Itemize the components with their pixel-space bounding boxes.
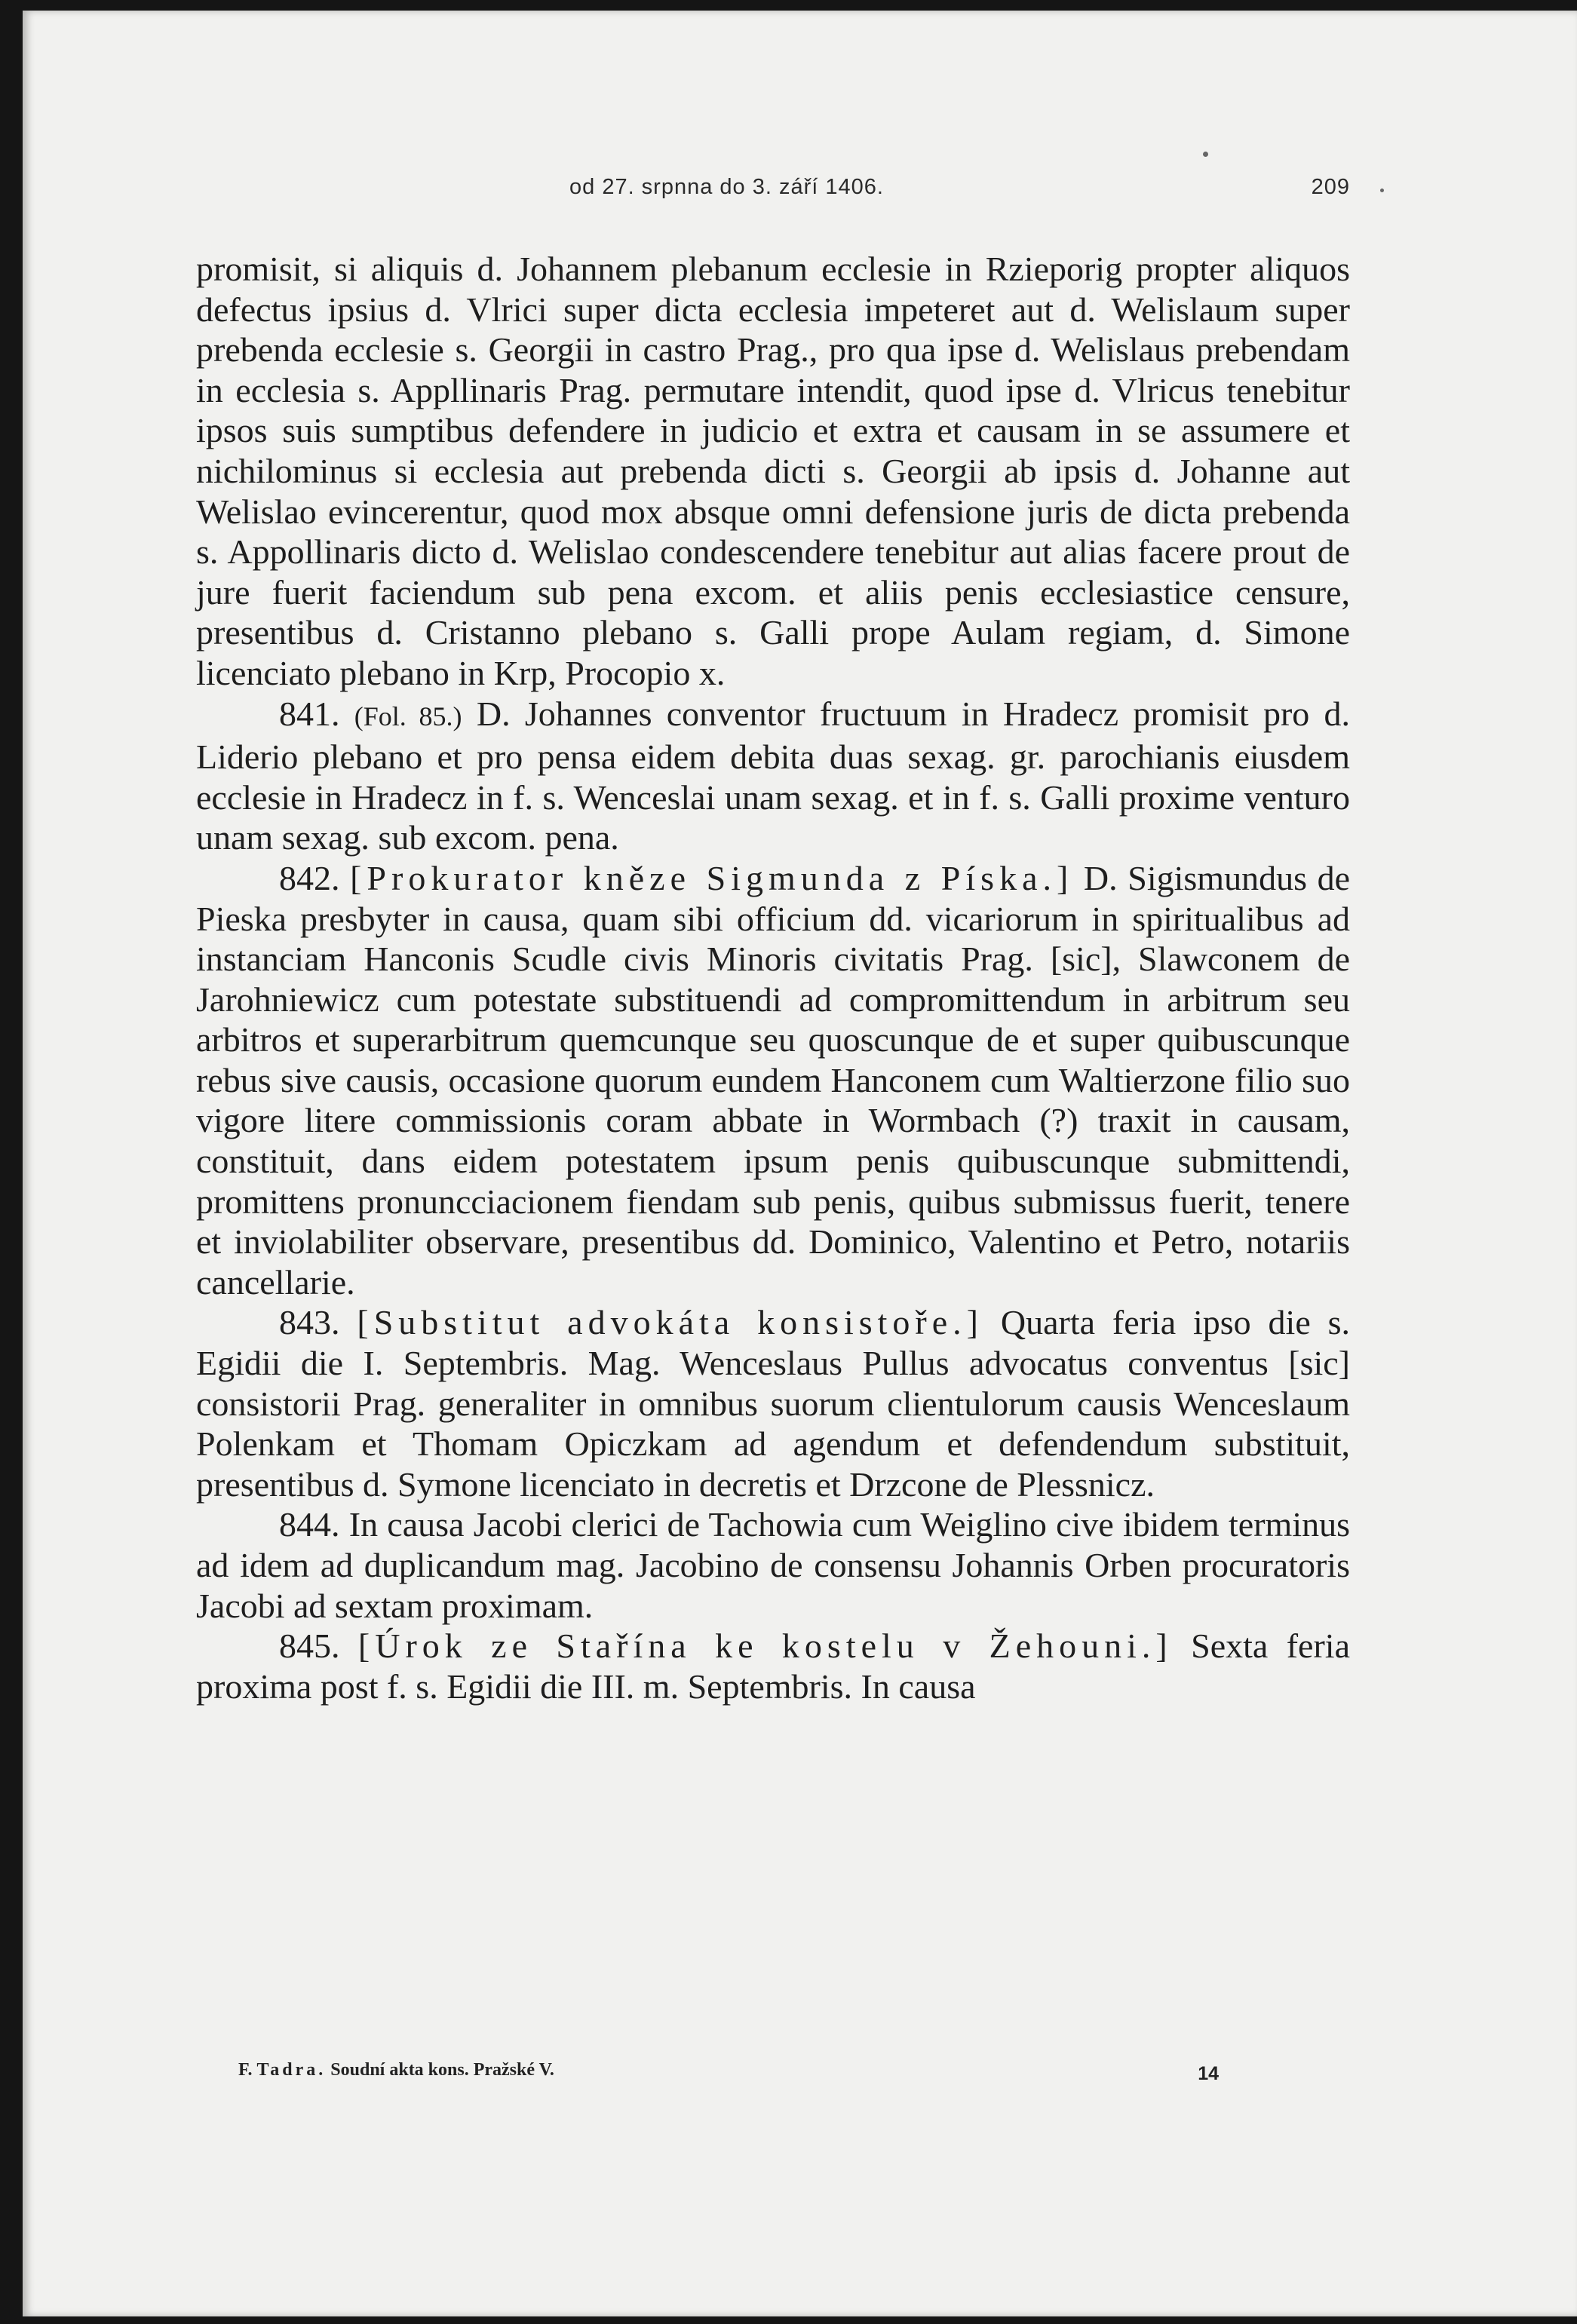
- entry-text: D. Sigismundus de Pieska presbyter in causa, quam sibi officium dd. vicariorum in spiritualibus ad instanciam Hanconis Scudle civis Minoris civitatis Prag. [sic], Slawconem de Jarohniewicz cum potestate substituendi ad compromittendum in arbitrum seu arbitros et superarbitrum quemcunque seu quoscunque de et super quibuscunque rebus sive causis, occasione quorum eundem Hanconem cum Waltierzone filio suo vigore litere commissionis coram abbate in Wormbach (?) traxit in causam, constituit, dans eidem potestatem ipsum penis quibuscunque submittendi, promittens pronuncciacionem fiendam sub penis, quibus submissus fuerit, tenere et inviolabiliter observare, presentibus dd. Dominico, Valentino et Petro, notariis cancellarie.: [196, 858, 1350, 1302]
- footer-author: Tadra.: [256, 2060, 327, 2080]
- running-header: [196, 175, 1350, 205]
- entry-number: 844.: [279, 1505, 340, 1544]
- entry-number: 841.: [279, 694, 340, 733]
- entry-843: [196, 1302, 1350, 1504]
- entry-841: [196, 694, 1350, 858]
- entry-number: 843.: [279, 1303, 340, 1342]
- entry-text: In causa Jacobi clerici de Tachowia cum Weiglino cive ibidem terminus ad idem ad duplicandum mag. Jacobino de consensu Johannis Orben procuratoris Jacobi ad sextam proximam.: [196, 1505, 1351, 1625]
- page-number: 209: [1311, 175, 1350, 199]
- footer-title: Soudní akta kons. Pražské V.: [330, 2060, 554, 2080]
- folio-reference: (Fol. 85.): [354, 701, 462, 731]
- footer-line: [238, 2060, 1219, 2090]
- footer-initial: F.: [238, 2060, 253, 2080]
- opening-paragraph: promisit, si aliquis d. Johannem plebanum ecclesie in Rzieporig propter aliquos defectus ipsius d. Vlrici super dicta ecclesia impeteret aut d. Welislaum super prebenda ecclesie s. Georgii in castro Prag., pro qua ipse d. Welislaus prebendam in ecclesia s. Appllinaris Prag. permutare intendit, quod ipse d. Vlricus tenebitur ipsos suis sumptibus defendere in judicio et extra et causam in se assumere et nichilominus si ecclesia aut prebenda dicti s. Georgii ab ipsis d. Johanne aut Welislao evincerentur, quod mox absque omni defensione juris de dicta prebenda s. Appollinaris dicto d. Welislao condescendere tenebitur aut alias facere prout de jure fuerit faciendum sub pena excom. et aliis penis ecclesiastice censure, presentibus d. Cristanno plebano s. Galli prope Aulam regiam, d. Simone licenciato plebano in Krp, Procopio x.: [196, 250, 1350, 692]
- entry-heading: [Substitut advokáta konsistoře.]: [357, 1303, 983, 1342]
- speck: [1203, 152, 1208, 157]
- entry-text: Quarta feria ipso die s. Egidii die I. Septembris. Mag. Wenceslaus Pullus advocatus conventus [sic] consistorii Prag. generaliter in omnibus suorum clientulorum causis Wenceslaum Polenkam et Thomam Opiczkam ad agendum et defendendum substituit, presentibus d. Symone licenciato in decretis et Drzcone de Plessnicz.: [196, 1303, 1351, 1504]
- entry-text: Sexta feria proxima post f. s. Egidii die III. m. Septembris. In causa: [196, 1626, 1350, 1706]
- entry-845: [196, 1626, 1350, 1706]
- entry-number: 842.: [279, 858, 340, 897]
- entry-heading: [Prokurator kněze Sigmunda z Píska.]: [350, 858, 1074, 897]
- body-text: [196, 249, 1350, 1706]
- speck: [1380, 189, 1384, 192]
- entry-844: [196, 1504, 1350, 1626]
- entry-heading: [Úrok ze Stařína ke kostelu v Žehouni.]: [357, 1626, 1173, 1666]
- entry-842: [196, 858, 1350, 1303]
- entry-text: D. Johannes conventor fructuum in Hradecz promisit pro d. Liderio plebano et pro pensa eidem debita duas sexag. gr. parochianis eiusdem ecclesie in Hradecz in f. s. Wenceslai unam sexag. et in f. s. Galli proxime venturo unam sexag. sub excom. pena.: [196, 694, 1351, 857]
- entry-number: 845.: [279, 1626, 340, 1666]
- header-date-range: od 27. srpnna do 3. září 1406.: [569, 175, 884, 199]
- signature-mark: 14: [1198, 2063, 1219, 2084]
